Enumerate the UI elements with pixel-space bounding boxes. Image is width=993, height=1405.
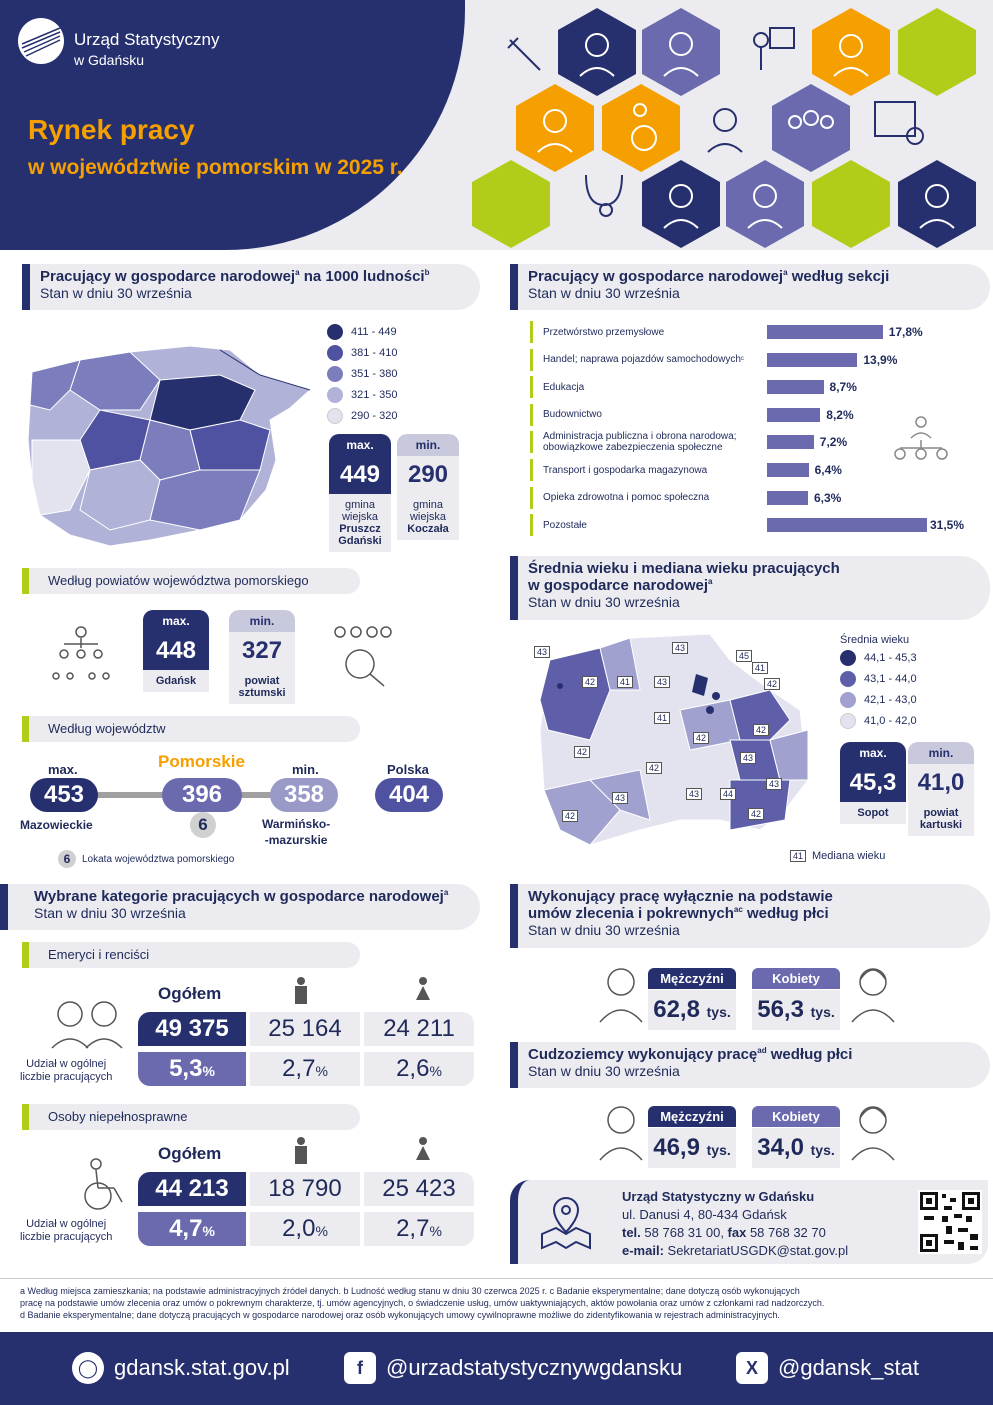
bar-category-label: Edukacja [530,376,762,398]
bar [767,435,814,449]
man-portrait-icon [598,962,644,1024]
bar [767,491,808,505]
bar-value-label: 6,4% [814,463,842,477]
section-foreigners: Cudzoziemcy wykonujący pracę$^{ad}$ według płci Stan w dniu 30 września [510,1042,990,1088]
section-employed-per-1000: Pracujący w gospodarce narodowej$^a$ na 1000 ludności$^b$ Stan w dniu 30 września [22,264,480,310]
legend-employment: 411 - 449 381 - 410 351 - 380 321 - 350 290 - 320 [327,324,397,429]
org-chart-icon [888,414,954,474]
woman-portrait-icon [850,1100,896,1162]
man-icon [292,1136,310,1166]
woj-pom-rank: 6 [190,812,216,838]
bar-category-label: Pozostałe [530,514,762,536]
section-employed-by-section: Pracujący w gospodarce narodowej$^a$ według sekcji Stan w dniu 30 września [510,264,990,310]
median-label: 43 [686,788,702,800]
median-label: 42 [748,808,764,820]
bar-category-label: Administracja publiczna i obrona narodowa; obowiązkowe zabezpieczenia społeczne [530,431,762,453]
legend-swatch [840,650,856,666]
median-label: 42 [562,810,578,822]
contact-details: Urząd Statystyczny w Gdańsku ul. Danusi 4, 80-434 Gdańsk tel. 58 768 31 00, fax 58 768 32 70 e-mail: SekretariatUSGDK@stat.gov.pl [622,1189,849,1258]
bar [767,463,809,477]
gmina-max-box: max. 449 gmina wiejska Pruszcz Gdański [329,434,391,552]
age-max-box: max. 45,3 Sopot [840,742,906,824]
footnote-divider [0,1278,993,1279]
legend-swatch [327,366,343,382]
pomorskie-powiaty-map [530,630,815,860]
legend-swatch [840,671,856,687]
contracts-women-value: 56,3 tys. [752,990,840,1030]
bar-category-label: Transport i gospodarka magazynowa [530,459,762,481]
niepelno-ogolem-label: Ogółem [158,1144,222,1163]
subsection-wojewodztwa: Według województw [22,716,360,742]
subsection-powiaty: Według powiatów województwa pomorskiego [22,568,360,594]
median-label: 42 [753,724,769,736]
legend-swatch [840,713,856,729]
bar-category-label: Handel; naprawa pojazdów samochodowych c [530,349,762,371]
bar-value-label: 8,7% [829,380,857,395]
emeryci-women: 24 211 [364,1012,474,1046]
legend-swatch [327,324,343,340]
globe-icon: ◯ [72,1352,104,1384]
median-label: 42 [764,678,780,690]
niepelno-share-men: 2,0% [250,1212,360,1246]
bar-category-label: Opieka zdrowotna i pomoc społeczna [530,487,762,509]
x-icon: X [736,1352,768,1384]
powiat-max-box: max. 448 Gdańsk [143,610,209,692]
bar-value-label: 17,8% [888,325,923,339]
woj-min-label: min. [292,762,319,777]
niepelno-total: 44 213 [138,1172,246,1206]
gmina-min-box: min. 290 gmina wiejska Koczała [397,434,459,540]
bar [767,353,857,367]
woj-pom-label: Pomorskie [158,752,245,771]
section-age: Średnia wieku i mediana wieku pracujących w gospodarce narodowej$^a$ Stan w dniu 30 września [510,556,990,620]
emeryci-total: 49 375 [138,1012,246,1046]
man-icon [292,976,310,1006]
footer-website-link[interactable]: ◯ gdansk.stat.gov.pl [72,1352,290,1384]
hierarchy-icon [48,624,114,690]
bar-value-label: 8,2% [826,407,854,422]
foreigners-women-value: 34,0 tys. [752,1128,840,1168]
bar [767,325,883,339]
footer-x-link[interactable]: X @gdansk_stat [736,1352,919,1384]
section-categories: Wybrane kategorie pracujących w gospodarce narodowej$^a$ Stan w dniu 30 września [0,884,480,930]
niepelno-women: 25 423 [364,1172,474,1206]
median-label: 42 [693,732,709,744]
legend-swatch [840,692,856,708]
bar-category-label: Budownictwo [530,404,762,426]
bar-value-label: 13,9% [863,352,898,367]
bar [767,408,820,422]
contracts-men-label: Mężczyźni [648,968,736,989]
bar-value-label: 6,3% [813,490,842,505]
median-label: 42 [582,676,598,688]
people-search-icon [328,624,394,690]
legend-swatch [327,408,343,424]
man-portrait-icon [598,1100,644,1162]
foreigners-women-label: Kobiety [752,1106,840,1127]
woj-max-name: Mazowieckie [20,818,93,832]
seniors-icon [48,994,126,1050]
people-icons [470,0,993,250]
niepelno-men: 18 790 [250,1172,360,1206]
woman-icon [414,976,432,1006]
pomorskie-gminy-map [20,320,320,550]
niepelno-share-label: Udział w ogólnej liczbie pracujących [20,1218,113,1243]
legend-swatch [327,387,343,403]
polska-pill: 404 [375,778,443,812]
median-label: 43 [740,752,756,764]
bar-row [530,321,990,343]
page-title: Rynek pracy w województwie pomorskim w 2025 r. [28,114,403,179]
median-label: 44 [720,788,736,800]
woj-max-label: max. [48,762,78,777]
woj-min-name: Warmińsko- -mazurskie [262,817,331,847]
rank-note: 6 Lokata województwa pomorskiego [58,850,234,868]
median-label: 43 [654,676,670,688]
subsection-emeryci: Emeryci i renciści [22,942,360,968]
contracts-men-value: 62,8 tys. [648,990,736,1030]
woj-min-pill: 358 [270,778,338,812]
age-min-box: min. 41,0 powiat kartuski [908,742,974,836]
emeryci-ogolem-label: Ogółem [158,984,222,1003]
median-label: 41 [752,662,768,674]
emeryci-share-total: 5,3% [138,1052,246,1086]
emeryci-share-women: 2,6% [364,1052,474,1086]
median-label: 43 [534,646,550,658]
median-label: 42 [574,746,590,758]
median-label: 41 [654,712,670,724]
median-note: 41 Mediana wieku [790,850,885,862]
footer-bar [0,1332,993,1405]
section-contracts: Wykonujący pracę wyłącznie na podstawie umów zlecenia i pokrewnych$^{ac}$ według płci Stan w dniu 30 września [510,884,990,948]
emeryci-share-men: 2,7% [250,1052,360,1086]
median-label: 41 [617,676,633,688]
bar-category-label: Przetwórstwo przemysłowe [530,321,762,343]
age-legend: Średnia wieku 44,1 - 45,3 43,1 - 44,0 42,1 - 43,0 41,0 - 42,0 [840,634,917,734]
median-label: 42 [646,762,662,774]
median-label: 43 [612,792,628,804]
bar-row [530,349,990,371]
bar [767,518,927,532]
median-label: 45 [736,650,752,662]
bar-value-label: 31,5% [930,518,965,533]
contracts-women-label: Kobiety [752,968,840,989]
org-name: Urząd Statystyczny w Gdańsku [74,30,220,68]
bar-value-label: 7,2% [819,435,848,450]
emeryci-men: 25 164 [250,1012,360,1046]
median-label: 43 [766,778,782,790]
footnotes: a Według miejsca zamieszkania; na podstawie administracyjnych źródeł danych. b Ludność według stanu w dniu 30 czerwca 2025 r. c Badanie eksperymentalne; dane dotyczą osób wykonujących pracę na podstawie umów zlecenia oraz umów o pokrewnym charakterze, tj. umów agencyjnych, o świadczenie usług, umów uaktywniających, aktów powołania oraz umów z członkami rad nadzorczych. d Badanie eksperymentalne; dane dotyczą pracujących w gospodarce narodowej oraz osób wykonujących umowy cywilnoprawne możliwe do zidentyfikowania w rejestrach administracyjnych. [20,1286,825,1320]
woj-pom-pill: 396 [162,778,242,812]
woj-max-pill: 453 [30,778,98,812]
qr-code[interactable] [918,1190,982,1254]
footer-facebook-link[interactable]: f @urzadstatystycznywgdansku [344,1352,682,1384]
woman-portrait-icon [850,962,896,1024]
niepelno-share-women: 2,7% [364,1212,474,1246]
polska-label: Polska [387,762,429,777]
woman-icon [414,1136,432,1166]
bar-row [530,514,990,536]
powiat-min-box: min. 327 powiat sztumski [229,610,295,704]
emeryci-share-label: Udział w ogólnej liczbie pracujących [20,1058,113,1083]
bar-row [530,376,990,398]
foreigners-men-label: Mężczyźni [648,1106,736,1127]
median-label: 43 [672,642,688,654]
logo-icon [18,18,64,64]
legend-swatch [327,345,343,361]
niepelno-share-total: 4,7% [138,1212,246,1246]
foreigners-men-value: 46,9 tys. [648,1128,736,1168]
location-map-icon [538,1194,594,1250]
facebook-icon: f [344,1352,376,1384]
bar [767,380,824,394]
bar-row [530,487,990,509]
wheelchair-icon [78,1158,130,1212]
subsection-niepelnosprawne: Osoby niepełnosprawne [22,1104,360,1130]
